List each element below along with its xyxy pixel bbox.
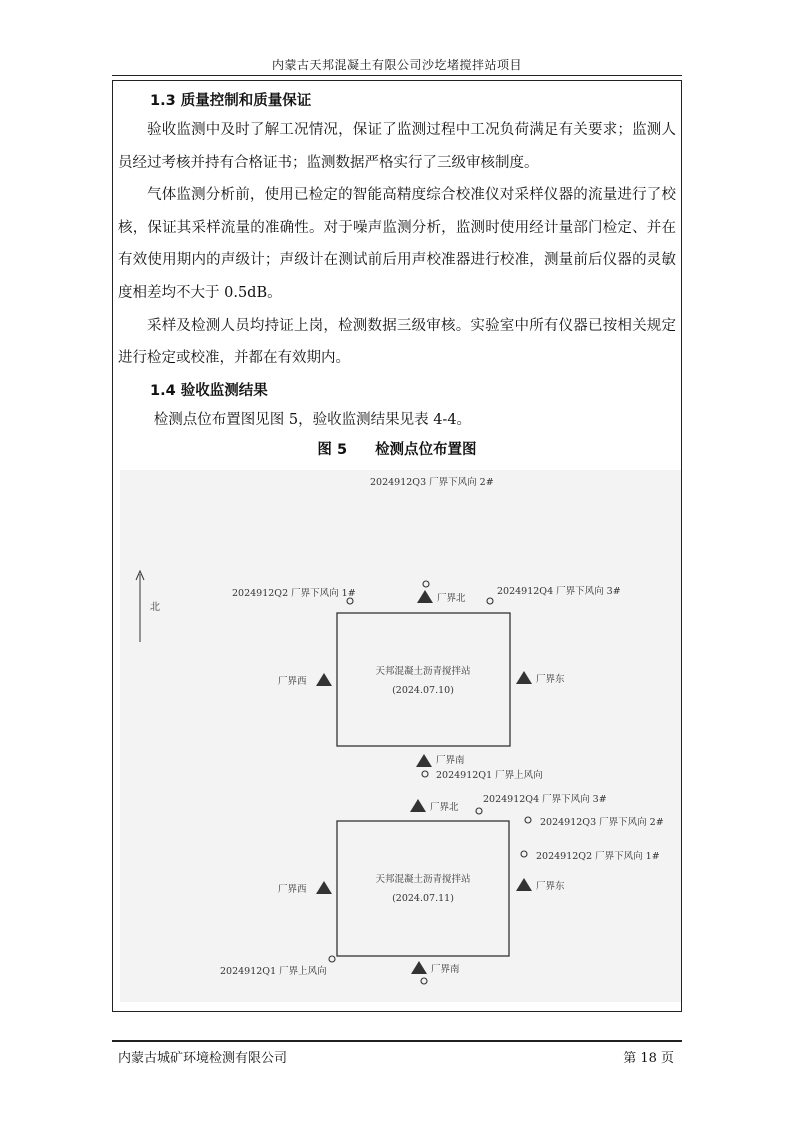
boundary-label-north: 厂界北 bbox=[430, 802, 459, 813]
air-point-label-q2: 2024912Q2 厂界下风向 1# bbox=[232, 588, 356, 599]
north-arrow bbox=[136, 571, 160, 642]
boundary-label-south: 厂界南 bbox=[431, 964, 460, 975]
air-point-label-q2: 2024912Q2 厂界下风向 1# bbox=[536, 851, 660, 862]
section-heading-1-4: 1.4 验收监测结果 bbox=[150, 382, 268, 399]
site-date-label: (2024.07.10) bbox=[392, 685, 454, 696]
noise-point-east-marker bbox=[516, 671, 532, 684]
air-point-south-marker bbox=[421, 978, 427, 984]
footer-company: 内蒙古城矿环境检测有限公司 bbox=[118, 1051, 288, 1066]
figure-number: 图 5 bbox=[317, 442, 348, 458]
air-point-label-q4: 2024912Q4 厂界下风向 3# bbox=[483, 794, 607, 805]
header-rule bbox=[112, 75, 682, 76]
boundary-label-east: 厂界东 bbox=[536, 674, 565, 685]
site-diagram-2024-07-10 bbox=[232, 476, 621, 781]
site-name-label: 天邦混凝土沥青搅拌站 bbox=[375, 874, 471, 885]
boundary-label-south: 厂界南 bbox=[436, 755, 465, 766]
north-label: 北 bbox=[150, 602, 160, 613]
site-diagram-2024-07-11 bbox=[220, 793, 664, 984]
footer-rule bbox=[112, 1040, 682, 1042]
page-header: 内蒙古天邦混凝土有限公司沙圪堵搅拌站项目 bbox=[271, 58, 522, 72]
site-date-label: (2024.07.11) bbox=[392, 893, 454, 904]
paragraph: 气体监测分析前，使用已检定的智能高精度综合校准仪对采样仪器的流量进行了校核，保证其采样流量的准确性。对于噪声监测分析，监测时使用经计量部门检定、并在有效使用期内的声级计；声级计在测试前后用声校准器进行校准，测量前后仪器的灵敏度相差均不大于 0.5dB。 bbox=[118, 187, 676, 301]
air-point-label-q4: 2024912Q4 厂界下风向 3# bbox=[497, 586, 621, 597]
monitoring-layout-diagram bbox=[120, 470, 681, 1002]
air-point-q2-marker bbox=[521, 851, 527, 857]
boundary-label-north: 厂界北 bbox=[437, 593, 466, 604]
section-heading-1-3: 1.3 质量控制和质量保证 bbox=[150, 93, 312, 109]
site-boundary-rect bbox=[337, 821, 509, 956]
monitoring-point-figure bbox=[120, 470, 681, 1002]
air-point-q4-marker bbox=[476, 808, 482, 814]
air-point-label-q1: 2024912Q1 厂界上风向 bbox=[220, 966, 327, 977]
footer-page-number: 第 18 页 bbox=[623, 1051, 674, 1066]
air-point-q2b-marker bbox=[423, 581, 429, 587]
noise-point-west-marker bbox=[316, 673, 332, 686]
noise-point-south-marker bbox=[411, 961, 427, 974]
paragraph: 验收监测中及时了解工况情况，保证了监测过程中工况负荷满足有关要求；监测人员经过考核并持有合格证书；监测数据严格实行了三级审核制度。 bbox=[118, 122, 676, 171]
air-point-label-q1: 2024912Q1 厂界上风向 bbox=[436, 770, 543, 781]
figure-caption bbox=[118, 438, 676, 459]
air-point-label-q3: 2024912Q3 厂界下风向 2# bbox=[370, 477, 494, 488]
noise-point-east-marker bbox=[516, 878, 532, 891]
paragraph: 检测点位布置图见图 5，验收监测结果见表 4-4。 bbox=[153, 411, 472, 428]
air-point-q1-marker bbox=[422, 771, 428, 777]
site-boundary-rect bbox=[337, 613, 510, 746]
figure-title: 检测点位布置图 bbox=[375, 442, 477, 458]
boundary-label-west: 厂界西 bbox=[278, 884, 307, 895]
noise-point-north-marker bbox=[417, 590, 433, 603]
paragraph: 采样及检测人员均持证上岗，检测数据三级审核。实验室中所有仪器已按相关规定进行检定或校准，并都在有效期内。 bbox=[118, 317, 676, 367]
boundary-label-east: 厂界东 bbox=[536, 881, 565, 892]
air-point-label-q3: 2024912Q3 厂界下风向 2# bbox=[540, 817, 664, 828]
report-body bbox=[118, 88, 676, 436]
air-point-q4-marker bbox=[487, 598, 493, 604]
air-point-q3-marker bbox=[525, 817, 531, 823]
boundary-label-west: 厂界西 bbox=[278, 676, 307, 687]
noise-point-west-marker bbox=[316, 881, 332, 894]
site-name-label: 天邦混凝土沥青搅拌站 bbox=[375, 666, 471, 677]
air-point-q1-marker bbox=[329, 956, 335, 962]
noise-point-south-marker bbox=[416, 754, 432, 767]
noise-point-north-marker bbox=[410, 799, 426, 812]
